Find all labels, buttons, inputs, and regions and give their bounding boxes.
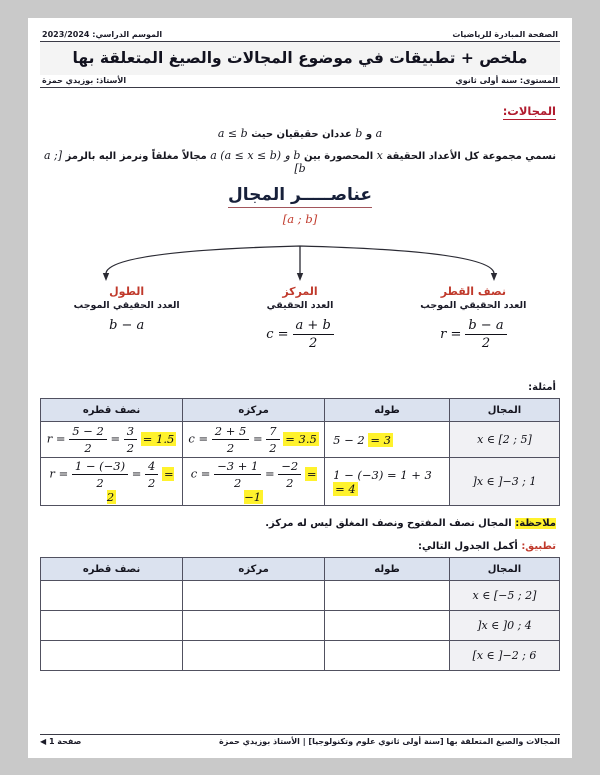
highlight-result: = 3 xyxy=(370,432,391,447)
table-row xyxy=(41,611,560,641)
diagram-branches xyxy=(40,285,560,351)
intervals-definition-line-2: نسمي مجموعة كل الأعداد الحقيقة x المحصورة بين b و a (a ≤ x ≤ b) مجالاً مغلقاً ونرمز اليه بالرمز [a ; b] xyxy=(43,149,557,175)
col-header-interval: المجال xyxy=(449,399,559,422)
footer-page-number: صفحة 1 ◀ xyxy=(40,737,82,746)
condition-a-le-x-le-b: (a ≤ x ≤ b) xyxy=(220,149,282,162)
cell-radius-blank[interactable] xyxy=(41,641,183,671)
header-teacher-label: الأستاذ: بوزيدي حمزة xyxy=(42,76,127,85)
cell-center-blank[interactable] xyxy=(183,581,325,611)
cell-radius: r = $\frac{1 - (-3)}{2}$ = $\frac{4}{2}$ = 2 xyxy=(41,458,183,506)
document-footer xyxy=(40,734,560,746)
highlight-result: = 3.5 xyxy=(285,431,317,446)
cell-center-blank[interactable] xyxy=(183,611,325,641)
intervals-definition-line-1: a و b عددان حقيقيان حيث a ≤ b xyxy=(217,127,383,140)
cell-center-blank[interactable] xyxy=(183,641,325,671)
document-header-bottom xyxy=(40,75,560,88)
cell-radius: r = $\frac{5 - 2}{2}$ = $\frac{3}{2}$ = 1.5 xyxy=(41,422,183,458)
col-header-length: طوله xyxy=(325,399,450,422)
highlight-result: = 4 xyxy=(335,481,356,496)
diagram-connector-arrows xyxy=(40,237,560,283)
highlight-result: = −1 xyxy=(244,466,317,504)
exercise-table xyxy=(40,557,560,671)
highlight-result: = 1.5 xyxy=(142,431,175,446)
document-title-band xyxy=(40,42,560,75)
exercise-line xyxy=(40,541,556,552)
document-header-top xyxy=(40,30,560,42)
section-heading-intervals: المجالات: xyxy=(502,104,556,118)
cell-interval: x ∈ [2 ; 5] xyxy=(449,422,559,458)
table-row xyxy=(41,581,560,611)
header-level-label: المستوى: سنة أولى ثانوي xyxy=(455,76,558,85)
note-tag: ملاحظة: xyxy=(515,518,556,529)
examples-table xyxy=(40,398,560,506)
examples-label: أمثلة: xyxy=(528,382,556,393)
diagram-branch-center: المركز العدد الحقيقي c = $\frac{a + b}{2}$ xyxy=(213,285,386,351)
cell-length-blank[interactable] xyxy=(325,581,450,611)
footer-center-label: المجالات والصيغ المتعلقة بها [سنة أولى ثانوي علوم وتكنولوجيا] | الأستاذ بوزيدي حمزة xyxy=(219,737,560,746)
cell-length: 5 − 2 = 3 xyxy=(325,422,450,458)
cell-center: c = $\frac{-3 + 1}{2}$ = $\frac{-2}{2}$ = −1 xyxy=(183,458,325,506)
exercise-table-header-row xyxy=(41,558,560,581)
diagram-branch-radius: نصف القطر العدد الحقيقي الموجب r = $\frac{b - a}{2}$ xyxy=(387,285,560,351)
interval-elements-diagram xyxy=(40,185,560,370)
examples-table-header-row xyxy=(41,399,560,422)
length-formula: b − a xyxy=(109,318,145,333)
page-title: ملخص + تطبيقات في موضوع المجالات والصيغ المتعلقة بها xyxy=(72,49,528,67)
cell-center: c = $\frac{2 + 5}{2}$ = $\frac{7}{2}$ = 3.5 xyxy=(183,422,325,458)
note-line xyxy=(40,518,556,529)
cell-interval: x ∈ ]−2 ; 6] xyxy=(449,641,559,671)
header-year-label: الموسم الدراسي: 2023/2024 xyxy=(42,30,163,39)
center-formula: c = $\frac{a + b}{2}$ xyxy=(213,318,386,351)
header-subject-label: الصفحة المبادرة للرياضيات xyxy=(452,30,558,39)
col-header-radius: نصف قطره xyxy=(41,558,183,581)
cell-length-blank[interactable] xyxy=(325,641,450,671)
cell-interval: x ∈ ]0 ; 4[ xyxy=(449,611,559,641)
diagram-subtitle: [a ; b] xyxy=(282,212,318,226)
table-row xyxy=(41,641,560,671)
cell-length-blank[interactable] xyxy=(325,611,450,641)
radius-formula: r = $\frac{b - a}{2}$ xyxy=(387,318,560,351)
col-header-radius: نصف قطره xyxy=(41,399,183,422)
var-b: b xyxy=(355,127,363,140)
cell-interval: x ∈ ]−3 ; 1[ xyxy=(449,458,559,506)
diagram-title: عناصـــــر المجال xyxy=(40,185,560,205)
col-header-length: طوله xyxy=(325,558,450,581)
cell-interval: x ∈ [−5 ; 2] xyxy=(449,581,559,611)
exercise-tag: تطبيق: xyxy=(521,541,556,552)
note-text: المجال نصف المفتوح ونصف المغلق ليس له مركز. xyxy=(265,518,512,529)
col-header-center: مركزه xyxy=(183,558,325,581)
col-header-interval: المجال xyxy=(449,558,559,581)
diagram-branch-length: الطول العدد الحقيقي الموجب b − a xyxy=(40,285,213,351)
exercise-text: أكمل الجدول التالي: xyxy=(418,541,518,552)
condition-a-le-b: a ≤ b xyxy=(217,127,248,140)
col-header-center: مركزه xyxy=(183,399,325,422)
highlight-result: = 2 xyxy=(106,466,174,504)
closed-interval-symbol: [a ; b] xyxy=(43,149,306,175)
cell-length: 1 − (−3) = 1 + 3 = 4 xyxy=(325,458,450,506)
table-row xyxy=(41,458,560,506)
cell-radius-blank[interactable] xyxy=(41,611,183,641)
var-a: a xyxy=(375,127,383,140)
document-page xyxy=(28,18,572,758)
table-row xyxy=(41,422,560,458)
cell-radius-blank[interactable] xyxy=(41,581,183,611)
